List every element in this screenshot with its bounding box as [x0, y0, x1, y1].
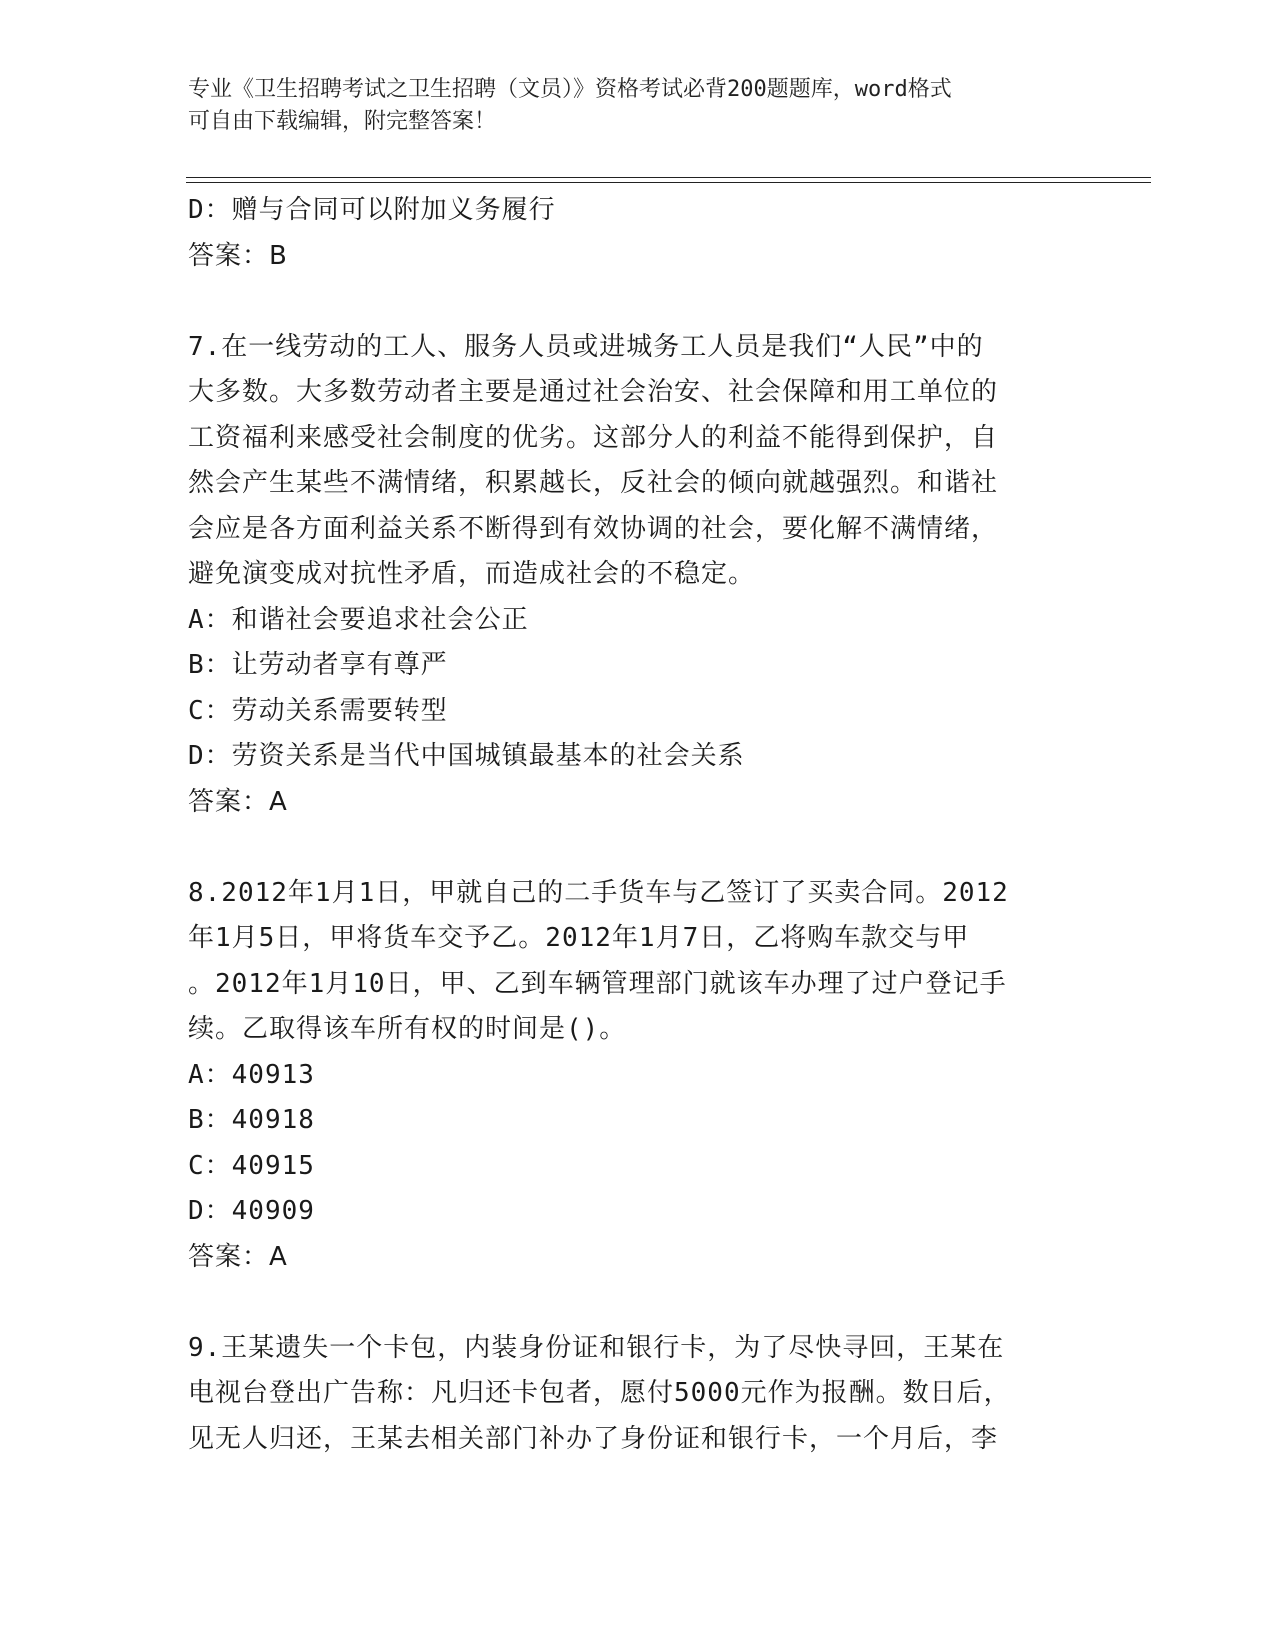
- page-header: [188, 74, 1078, 138]
- question-7: [188, 325, 1078, 826]
- option-list: [188, 598, 1078, 780]
- question-text-line: 大多数。大多数劳动者主要是通过社会治安、社会保障和用工单位的: [188, 377, 999, 407]
- question-text-line: 避免演变成对抗性矛盾，而造成社会的不稳定。: [188, 559, 756, 589]
- spacer: [188, 1280, 1078, 1326]
- option-d: D：赠与合同可以附加义务履行: [188, 195, 556, 225]
- header-divider: [186, 177, 1151, 178]
- question-text-line: 见无人归还，王某去相关部门补办了身份证和银行卡，一个月后，李: [188, 1423, 999, 1454]
- option-d: D：40909: [188, 1196, 315, 1226]
- option-c: C：40915: [188, 1150, 315, 1181]
- document-body: [188, 188, 1078, 1462]
- question-text-line: 9.王某遗失一个卡包，内装身份证和银行卡，为了尽快寻回，王某在: [188, 1332, 1005, 1363]
- option-d: D：劳资关系是当代中国城镇最基本的社会关系: [188, 741, 745, 771]
- answer-line: 答案：A: [188, 786, 288, 817]
- header-divider-second: [186, 182, 1151, 183]
- question-6-tail: [188, 188, 1078, 279]
- question-text-line: 。2012年1月10日，甲、乙到车辆管理部门就该车办理了过户登记手: [188, 968, 1007, 999]
- header-line-1: 专业《卫生招聘考试之卫生招聘（文员）》资格考试必背200题题库，word格式: [188, 77, 952, 102]
- option-a: A：和谐社会要追求社会公正: [188, 604, 529, 635]
- question-text-line: 会应是各方面利益关系不断得到有效协调的社会，要化解不满情绪，: [188, 513, 999, 544]
- answer-line: 答案：B: [188, 240, 288, 271]
- option-c: C：劳动关系需要转型: [188, 695, 448, 726]
- question-text-line: 年1月5日，甲将货车交予乙。2012年1月7日，乙将购车款交与甲: [188, 923, 970, 953]
- header-line-2: 可自由下载编辑，附完整答案！: [188, 109, 497, 134]
- spacer: [188, 279, 1078, 325]
- question-text-line: 7.在一线劳动的工人、服务人员或进城务工人员是我们“人民”中的: [188, 331, 984, 362]
- answer-line: 答案：A: [188, 1241, 288, 1272]
- question-text-line: 续。乙取得该车所有权的时间是()。: [188, 1014, 627, 1044]
- question-text-line: 电视台登出广告称：凡归还卡包者，愿付5000元作为报酬。数日后，: [188, 1378, 1011, 1408]
- option-a: A：40913: [188, 1059, 315, 1090]
- option-list: [188, 1053, 1078, 1235]
- option-b: B：让劳动者享有尊严: [188, 650, 448, 680]
- question-text-line: 工资福利来感受社会制度的优劣。这部分人的利益不能得到保护，自: [188, 422, 999, 453]
- question-text-line: 8.2012年1月1日，甲就自己的二手货车与乙签订了买卖合同。2012: [188, 877, 1009, 908]
- spacer: [188, 825, 1078, 871]
- question-9: [188, 1326, 1078, 1463]
- option-b: B：40918: [188, 1105, 315, 1135]
- question-8: [188, 871, 1078, 1281]
- question-text-line: 然会产生某些不满情绪，积累越长，反社会的倾向就越强烈。和谐社: [188, 468, 999, 498]
